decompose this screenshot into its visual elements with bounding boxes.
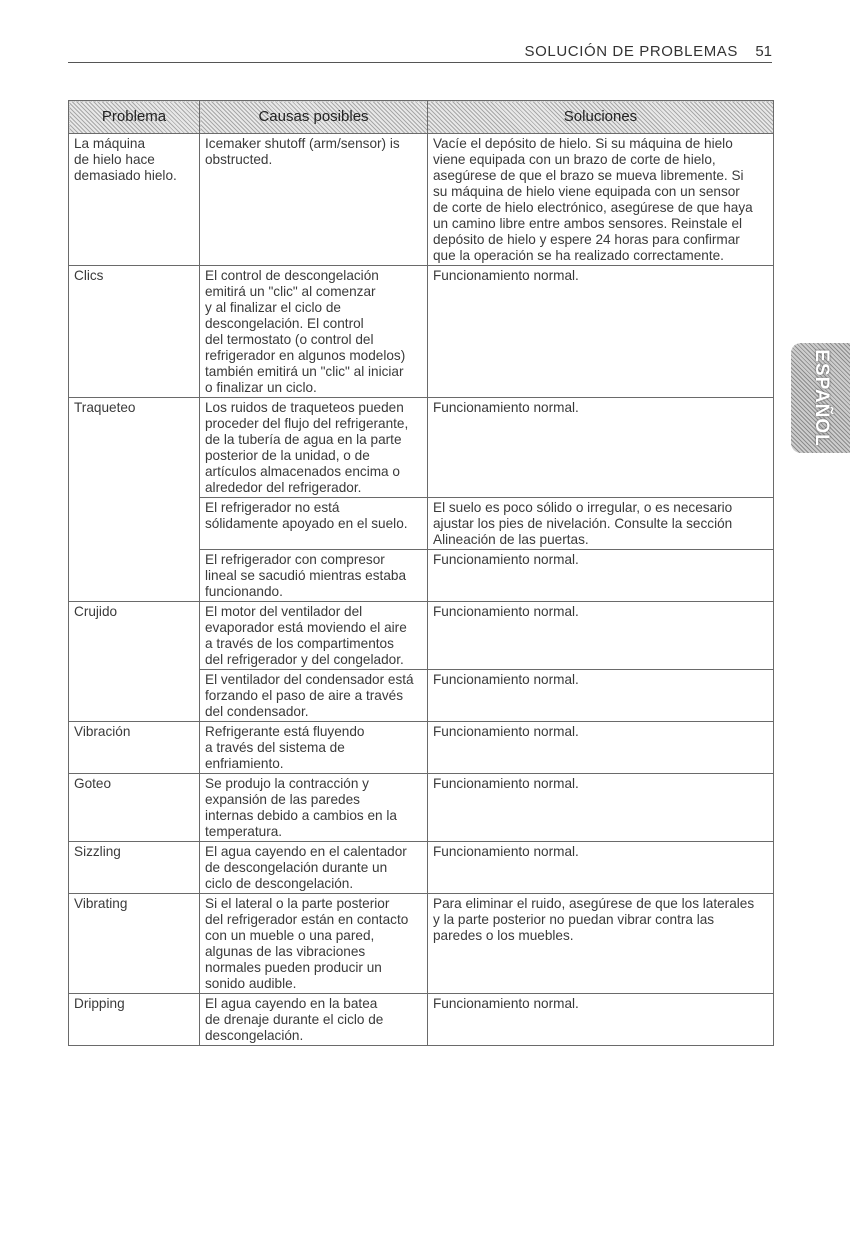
header-problem: Problema [69, 101, 200, 134]
language-tab [791, 343, 850, 453]
table-row [69, 774, 774, 842]
problem-cell: Goteo [69, 774, 200, 842]
solution-cell: Funcionamiento normal. [428, 398, 774, 498]
cause-cell: El agua cayendo en el calentador de descongelación durante un ciclo de descongelación. [200, 842, 428, 894]
table-row [69, 994, 774, 1046]
problem-cell: La máquina de hielo hace demasiado hielo. [69, 134, 200, 266]
solution-cell: Funcionamiento normal. [428, 722, 774, 774]
solution-cell: Funcionamiento normal. [428, 602, 774, 670]
problem-cell: Dripping [69, 994, 200, 1046]
problem-cell: Vibración [69, 722, 200, 774]
problem-cell: Traqueteo [69, 398, 200, 602]
cause-cell: Si el lateral o la parte posterior del refrigerador están en contacto con un mueble o una pared, algunas de las vibraciones normales pueden producir un sonido audible. [200, 894, 428, 994]
solution-cell: Funcionamiento normal. [428, 266, 774, 398]
cause-cell: El refrigerador no está sólidamente apoyado en el suelo. [200, 498, 428, 550]
solution-cell: Funcionamiento normal. [428, 994, 774, 1046]
page-number: 51 [755, 43, 772, 60]
cause-cell: Refrigerante está fluyendo a través del sistema de enfriamiento. [200, 722, 428, 774]
problem-cell: Sizzling [69, 842, 200, 894]
language-tab-label: ESPAÑOL [810, 349, 832, 447]
troubleshooting-table [68, 100, 774, 1046]
table-header-row [69, 101, 774, 134]
table-row [69, 722, 774, 774]
table-row [69, 134, 774, 266]
cause-cell: El refrigerador con compresor lineal se sacudió mientras estaba funcionando. [200, 550, 428, 602]
problem-cell: Clics [69, 266, 200, 398]
solution-cell: Funcionamiento normal. [428, 774, 774, 842]
cause-cell: Se produjo la contracción y expansión de las paredes internas debido a cambios en la temperatura. [200, 774, 428, 842]
header-causes: Causas posibles [200, 101, 428, 134]
page-header [68, 42, 772, 63]
solution-cell: Funcionamiento normal. [428, 670, 774, 722]
cause-cell: Los ruidos de traqueteos pueden proceder del flujo del refrigerante, de la tubería de agua en la parte posterior de la unidad, o de artículos almacenados encima o alrededor del refrigerador. [200, 398, 428, 498]
header-solutions: Soluciones [428, 101, 774, 134]
solution-cell: Vacíe el depósito de hielo. Si su máquina de hielo viene equipada con un brazo de corte de hielo, asegúrese de que el brazo se mueva libremente. Si su máquina de hielo viene equipada con un sensor de corte de hielo electrónico, asegúrese de que haya un camino libre entre ambos sensores. Reinstale el depósito de hielo y espere 24 horas para confirmar que la operación se ha realizado correctamente. [428, 134, 774, 266]
table-row [69, 602, 774, 670]
problem-cell: Vibrating [69, 894, 200, 994]
solution-cell: Funcionamiento normal. [428, 550, 774, 602]
cause-cell: El motor del ventilador del evaporador está moviendo el aire a través de los compartimentos del refrigerador y del congelador. [200, 602, 428, 670]
table-body [69, 134, 774, 1046]
cause-cell: El agua cayendo en la batea de drenaje durante el ciclo de descongelación. [200, 994, 428, 1046]
table-row [69, 266, 774, 398]
section-title: SOLUCIÓN DE PROBLEMAS [524, 43, 738, 60]
table-row [69, 842, 774, 894]
problem-cell: Crujido [69, 602, 200, 722]
cause-cell: El control de descongelación emitirá un "clic" al comenzar y al finalizar el ciclo de descongelación. El control del termostato (o control del refrigerador en algunos modelos) también emitirá un "clic" al iniciar o finalizar un ciclo. [200, 266, 428, 398]
cause-cell: El ventilador del condensador está forzando el paso de aire a través del condensador. [200, 670, 428, 722]
solution-cell: El suelo es poco sólido o irregular, o es necesario ajustar los pies de nivelación. Consulte la sección Alineación de las puertas. [428, 498, 774, 550]
table-row [69, 894, 774, 994]
solution-cell: Funcionamiento normal. [428, 842, 774, 894]
cause-cell: Icemaker shutoff (arm/sensor) is obstructed. [200, 134, 428, 266]
table-row [69, 398, 774, 498]
solution-cell: Para eliminar el ruido, asegúrese de que los laterales y la parte posterior no puedan vibrar contra las paredes o los muebles. [428, 894, 774, 994]
